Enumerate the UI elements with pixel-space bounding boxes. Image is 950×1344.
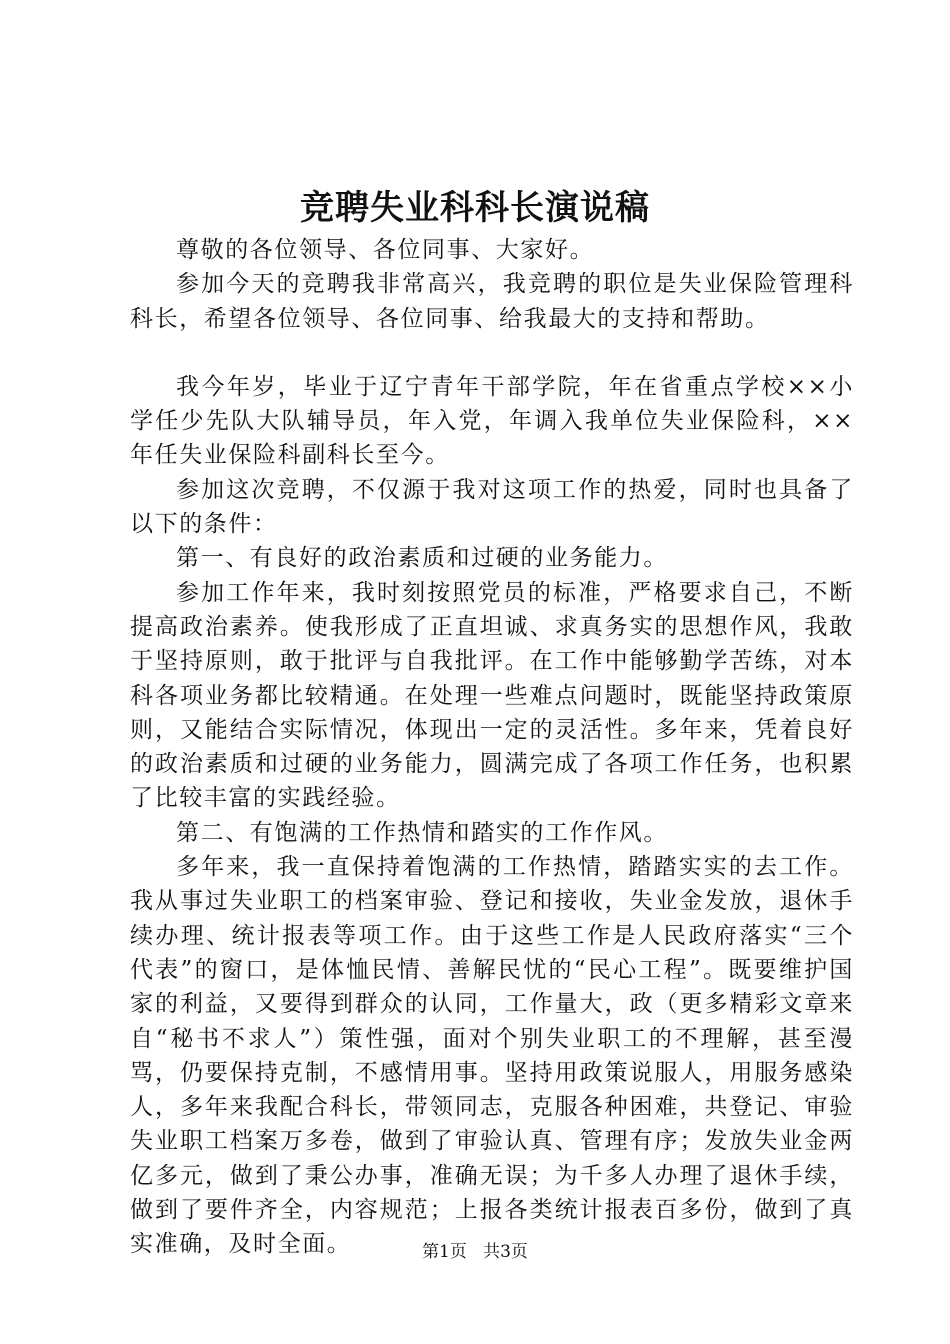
page-footer <box>0 1240 950 1264</box>
footer-gap <box>472 1242 477 1262</box>
paragraph-conditions: 参加这次竞聘，不仅源于我对这项工作的热爱，同时也具备了以下的条件： <box>130 476 854 538</box>
paragraph-heading-first: 第一、有良好的政治素质和过硬的业务能力。 <box>176 545 668 572</box>
paragraph-second-detail: 多年来，我一直保持着饱满的工作热情，踏踏实实的去工作。我从事过失业职工的档案审验、登记和接收，失业金发放，退休手续办理、统计报表等项工作。由于这些工作是人民政府落实“三个代表”的窗口，是体恤民情、善解民忧的“民心工程”。既要维护国家的利益，又要得到群众的认同，工作量大，政（更多精彩文章来自“秘书不求人”）策性强，面对个别失业职工的不理解，甚至漫骂，仍要保持克制，不感情用事。坚持用政策说服人，用服务感染人，多年来我配合科长，带领同志，克服各种困难，共登记、审验失业职工档案万多卷，做到了审验认真、管理有序；发放失业金两亿多元，做到了秉公办事，准确无误；为千多人办理了退休手续，做到了要件齐全，内容规范；上报各类统计报表百多份，做到了真实准确，及时全面。 <box>130 854 854 1258</box>
current-page-number: 第1页 <box>422 1242 467 1262</box>
paragraph-background: 我今年岁，毕业于辽宁青年干部学院，年在省重点学校××小学任少先队大队辅导员，年入党，年调入我单位失业保险科，××年任失业保险科副科长至今。 <box>130 373 854 469</box>
paragraph-spacer <box>130 336 854 370</box>
total-page-count: 共3页 <box>483 1242 528 1262</box>
paragraph-greeting: 尊敬的各位领导、各位同事、大家好。 <box>176 237 595 263</box>
paragraph-intro: 参加今天的竞聘我非常高兴，我竞聘的职位是失业保险管理科科长，希望各位领导、各位同事、给我最大的支持和帮助。 <box>130 271 854 332</box>
paragraph-heading-second: 第二、有饱满的工作热情和踏实的工作作风。 <box>176 819 668 846</box>
paragraph-first-detail: 参加工作年来，我时刻按照党员的标准，严格要求自己，不断提高政治素养。使我形成了正直坦诚、求真务实的思想作风，我敢于坚持原则，敢于批评与自我批评。在工作中能够勤学苦练，对本科各项业务都比较精通。在处理一些难点问题时，既能坚持政策原则，又能结合实际情况，体现出一定的灵活性。多年来，凭着良好的政治素质和过硬的业务能力，圆满完成了各项工作任务，也积累了比较丰富的实践经验。 <box>130 579 854 812</box>
document-body <box>130 233 854 1262</box>
document-title: 竞聘失业科科长演说稿 <box>300 188 650 228</box>
